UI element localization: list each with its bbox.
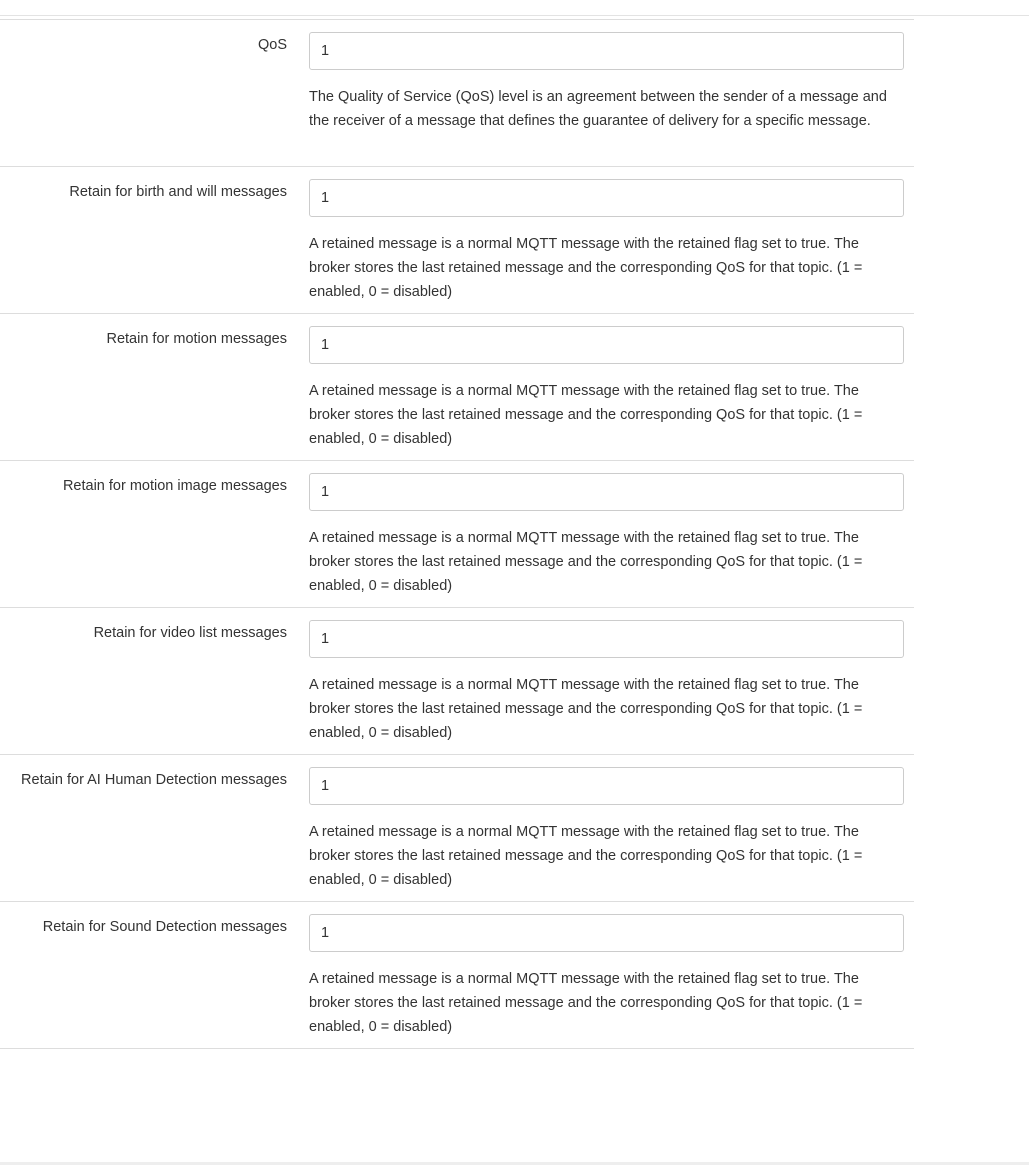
retain-video-list-help-text: A retained message is a normal MQTT message with the retained flag set to true. The broker stores the last retained message and the corresponding QoS for that topic. (1 = enabled, 0 = disabled) bbox=[309, 677, 863, 741]
retain-motion-image-help-text: A retained message is a normal MQTT message with the retained flag set to true. The broker stores the last retained message and the corresponding QoS for that topic. (1 = enabled, 0 = disabled) bbox=[309, 530, 863, 594]
retain-ai-human-label: Retain for AI Human Detection messages bbox=[21, 772, 287, 788]
setting-row-keepalive bbox=[0, 0, 914, 20]
retain-sound-help-text: A retained message is a normal MQTT message with the retained flag set to true. The broker stores the last retained message and the corresponding QoS for that topic. (1 = enabled, 0 = disabled) bbox=[309, 971, 863, 1035]
setting-row-retain-video-list bbox=[0, 608, 914, 755]
retain-birth-will-input[interactable] bbox=[309, 179, 904, 217]
setting-row-retain-motion-image bbox=[0, 461, 914, 608]
setting-row-retain-motion bbox=[0, 314, 914, 461]
retain-sound-label: Retain for Sound Detection messages bbox=[42, 919, 287, 935]
retain-motion-label: Retain for motion messages bbox=[106, 331, 287, 347]
retain-ai-human-input[interactable] bbox=[309, 767, 904, 805]
qos-help-text: The Quality of Service (QoS) level is an agreement between the sender of a message and the receiver of a message that defines the guarantee of delivery for a specific message. bbox=[309, 89, 887, 129]
retain-ai-human-help-text: A retained message is a normal MQTT message with the retained flag set to true. The broker stores the last retained message and the corresponding QoS for that topic. (1 = enabled, 0 = disabled) bbox=[309, 824, 863, 888]
retain-birth-will-help-text: A retained message is a normal MQTT message with the retained flag set to true. The broker stores the last retained message and the corresponding QoS for that topic. (1 = enabled, 0 = disabled) bbox=[309, 236, 863, 300]
qos-input[interactable] bbox=[309, 32, 904, 70]
setting-row-retain-ai-human bbox=[0, 755, 914, 902]
retain-video-list-input[interactable] bbox=[309, 620, 904, 658]
setting-row-retain-birth-will bbox=[0, 167, 914, 314]
setting-row-qos bbox=[0, 20, 914, 167]
setting-row-retain-sound bbox=[0, 902, 914, 1049]
header-divider bbox=[0, 15, 1029, 16]
qos-label: QoS bbox=[257, 37, 287, 53]
retain-sound-input[interactable] bbox=[309, 914, 904, 952]
retain-motion-help-text: A retained message is a normal MQTT message with the retained flag set to true. The broker stores the last retained message and the corresponding QoS for that topic. (1 = enabled, 0 = disabled) bbox=[309, 383, 863, 447]
retain-video-list-label: Retain for video list messages bbox=[93, 625, 287, 641]
retain-birth-will-label: Retain for birth and will messages bbox=[69, 184, 287, 200]
retain-motion-image-label: Retain for motion image messages bbox=[62, 478, 287, 494]
retain-motion-image-input[interactable] bbox=[309, 473, 904, 511]
retain-motion-input[interactable] bbox=[309, 326, 904, 364]
